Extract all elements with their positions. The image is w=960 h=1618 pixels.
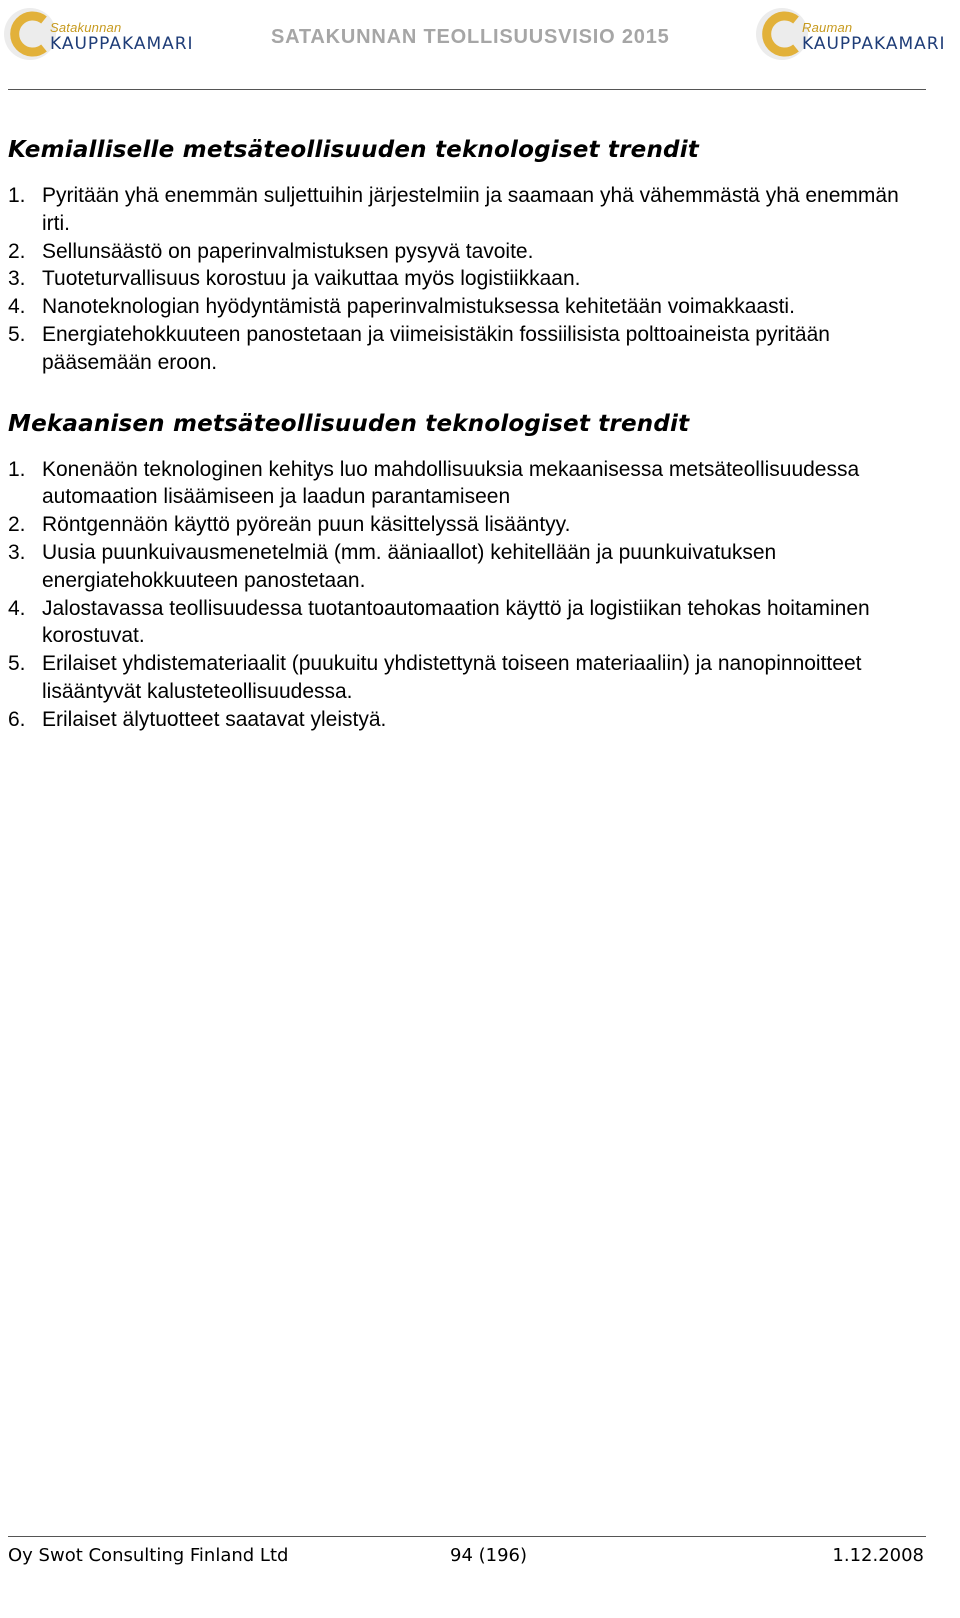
item-number: 1. (8, 457, 26, 481)
logo-right-big-text: KAUPPAKAMARI (802, 34, 946, 54)
footer-company: Oy Swot Consulting Finland Ltd (8, 1545, 289, 1566)
satakunnan-kauppakamari-logo (4, 6, 204, 66)
list-item (8, 456, 920, 512)
item-text: Röntgennäön käyttö pyöreän puun käsittelyssä lisääntyy. (42, 513, 571, 537)
item-number: 3. (8, 267, 26, 291)
trend-list (8, 182, 920, 377)
list-item (8, 238, 920, 266)
item-text: Nanoteknologian hyödyntämistä paperinvalmistuksessa kehitetään voimakkaasti. (42, 295, 795, 319)
item-number: 5. (8, 652, 26, 676)
footer-date: 1.12.2008 (832, 1545, 924, 1566)
item-number: 2. (8, 513, 26, 537)
list-item (8, 650, 920, 706)
page-header (0, 0, 960, 92)
section-heading: Mekaanisen metsäteollisuuden teknologiset trendit (8, 410, 690, 437)
item-text: Pyritään yhä enemmän suljettuihin järjestelmiin ja saamaan yhä vähemmästä yhä enemmän irti. (42, 184, 899, 235)
section-heading: Kemialliselle metsäteollisuuden teknologiset trendit (8, 137, 699, 163)
item-number: 4. (8, 596, 26, 620)
item-text: Erilaiset älytuotteet saatavat yleistyä. (42, 707, 387, 731)
list-item (8, 595, 920, 651)
section-chemical-trends (8, 130, 920, 377)
list-item (8, 539, 920, 595)
item-text: Jalostavassa teollisuudessa tuotantoautomaation käyttö ja logistiikan tehokas hoitaminen korostuvat. (42, 596, 870, 648)
item-text: Tuoteturvallisuus korostuu ja vaikuttaa myös logistiikkaan. (42, 267, 581, 291)
list-item (8, 706, 920, 734)
list-item (8, 182, 920, 238)
item-number: 1. (8, 184, 26, 207)
item-text: Erilaiset yhdistemateriaalit (puukuitu yhdistettynä toiseen materiaaliin) ja nanopinnoitteet lisääntyvät kalusteteollisuudessa. (42, 652, 862, 703)
logo-left-big-text: KAUPPAKAMARI (50, 34, 194, 54)
list-item (8, 511, 920, 539)
logo-right-small-text: Rauman (802, 20, 853, 35)
list-item (8, 293, 920, 321)
document-body (8, 130, 920, 734)
item-number: 3. (8, 540, 26, 564)
item-text: Konenäön teknologinen kehitys luo mahdollisuuksia mekaanisessa metsäteollisuudessa automaation lisäämiseen ja laadun parantamiseen (42, 457, 860, 509)
header-divider (8, 89, 926, 90)
item-number: 5. (8, 322, 26, 346)
item-number: 2. (8, 239, 26, 263)
section-mechanical-trends (8, 404, 920, 734)
item-text: Sellunsäästö on paperinvalmistuksen pysyvä tavoite. (42, 239, 534, 263)
rauman-kauppakamari-logo (756, 6, 956, 66)
footer-divider (8, 1536, 926, 1537)
list-item (8, 265, 920, 293)
item-number: 6. (8, 707, 26, 731)
footer-page-number: 94 (196) (450, 1545, 528, 1566)
trend-list (8, 456, 920, 734)
page-footer (8, 1545, 926, 1571)
header-title: SATAKUNNAN TEOLLISUUSVISIO 2015 (271, 26, 670, 48)
item-text: Energiatehokkuuteen panostetaan ja viimeisistäkin fossiilisista polttoaineista pyritään pääsemään eroon. (42, 322, 830, 374)
item-number: 4. (8, 295, 26, 319)
logo-left-small-text: Satakunnan (50, 20, 122, 35)
item-text: Uusia puunkuivausmenetelmiä (mm. ääniaallot) kehitellään ja puunkuivatuksen energiatehokkuuteen panostetaan. (42, 540, 777, 592)
list-item (8, 321, 920, 377)
